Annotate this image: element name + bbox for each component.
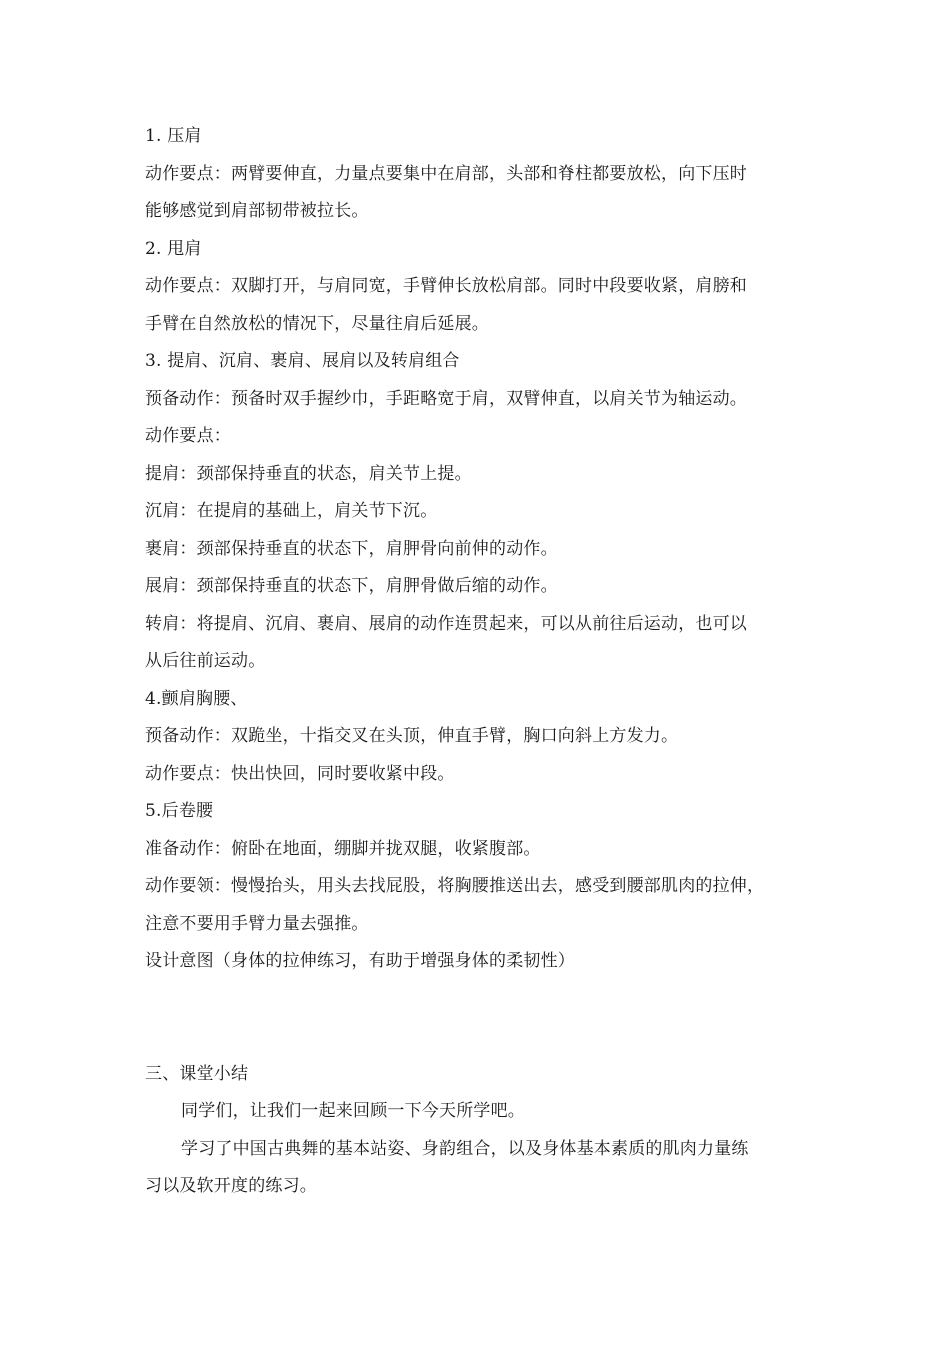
section-4-heading: 4.颤肩胸腰、 (145, 688, 248, 709)
section-2-line-1: 动作要点：双脚打开，与肩同宽，手臂伸长放松肩部。同时中段要收紧，肩膀和 (145, 276, 747, 296)
section-3-line-8: 从后往前运动。 (145, 651, 266, 671)
section-3-line-7: 转肩：将提肩、沉肩、裹肩、展肩的动作连贯起来，可以从前往后运动，也可以 (145, 613, 747, 634)
section-spacer (145, 981, 825, 1056)
section-2-line-2: 手臂在自然放松的情况下，尽量往肩后延展。 (145, 313, 489, 334)
section-3-line-6: 展肩：颈部保持垂直的状态下，肩胛骨做后缩的动作。 (145, 576, 558, 596)
section-3-line-1: 预备动作：预备时双手握纱巾，手距略宽于肩，双臂伸直，以肩关节为轴运动。 (145, 388, 747, 409)
summary-paragraph-1: 同学们，让我们一起来回顾一下今天所学吧。 (181, 1101, 525, 1121)
section-1-line-1: 动作要点：两臂要伸直，力量点要集中在肩部，头部和脊柱都要放松，向下压时 (145, 163, 747, 184)
summary-paragraph-2-line-2: 习以及软开度的练习。 (145, 1176, 317, 1196)
section-3-line-4: 沉肩：在提肩的基础上，肩关节下沉。 (145, 501, 438, 521)
section-1-line-2: 能够感觉到肩部韧带被拉长。 (145, 201, 369, 221)
section-5-heading: 5.后卷腰 (145, 801, 214, 821)
summary-heading: 三、课堂小结 (145, 1063, 249, 1084)
section-2-heading: 2. 甩肩 (145, 238, 202, 259)
section-4-line-2: 动作要点：快出快回，同时要收紧中段。 (145, 763, 455, 784)
section-3-line-5: 裹肩：颈部保持垂直的状态下，肩胛骨向前伸的动作。 (145, 538, 558, 559)
section-5-line-4: 设计意图（身体的拉伸练习，有助于增强身体的柔韧性） (145, 951, 575, 971)
section-3-line-2: 动作要点： (145, 426, 231, 446)
section-5-line-3: 注意不要用手臂力量去强推。 (145, 913, 369, 934)
summary-paragraph-2-line-1: 学习了中国古典舞的基本站姿、身韵组合，以及身体基本素质的肌肉力量练 (181, 1138, 749, 1159)
section-3-heading: 3. 提肩、沉肩、裹肩、展肩以及转肩组合 (145, 351, 460, 371)
section-5-line-1: 准备动作：俯卧在地面，绷脚并拢双腿，收紧腹部。 (145, 838, 541, 859)
section-5-line-2: 动作要领：慢慢抬头，用头去找屁股，将胸腰推送出去，感受到腰部肌肉的拉伸， (145, 876, 765, 896)
section-3-line-3: 提肩：颈部保持垂直的状态，肩关节上提。 (145, 463, 472, 484)
section-4-line-1: 预备动作：双跪坐，十指交叉在头顶，伸直手臂，胸口向斜上方发力。 (145, 726, 679, 746)
section-1-heading: 1. 压肩 (145, 126, 202, 146)
document-body (145, 118, 825, 1206)
